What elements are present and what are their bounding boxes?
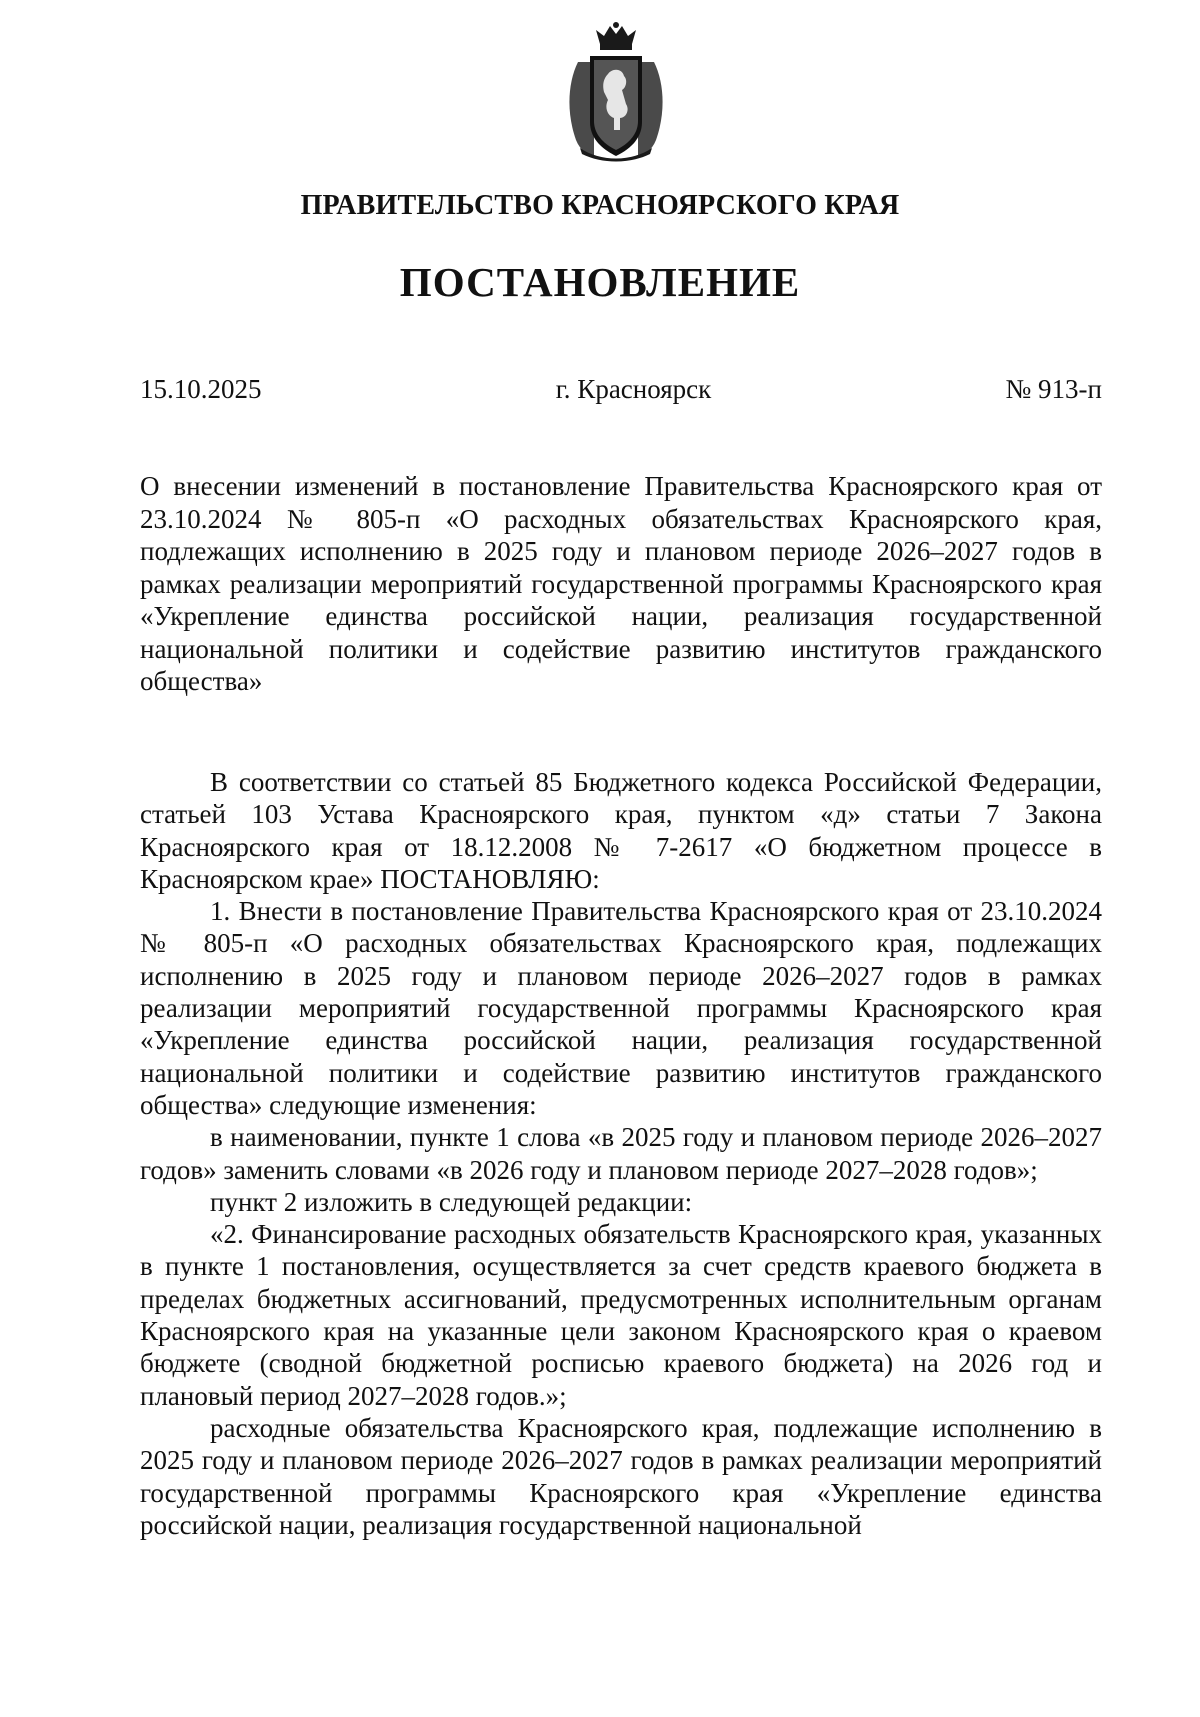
document-number: № 913-п <box>1005 374 1102 404</box>
organization-name: ПРАВИТЕЛЬСТВО КРАСНОЯРСКОГО КРАЯ <box>300 190 900 221</box>
coat-of-arms-icon <box>560 22 672 164</box>
document-meta <box>140 374 1102 405</box>
body-paragraph: «2. Финансирование расходных обязательств Красноярского края, указанных в пункте 1 постановления, осуществляется за счет средств краевого бюджета в пределах бюджетных ассигнований, предусмотренных исполнительным органам Красноярского края на указанные цели законом Красноярского края о краевом бюджете (сводной бюджетной росписью краевого бюджета) на 2026 год и плановый период 2027–2028 годов.»; <box>140 1219 1102 1411</box>
body-paragraph: 1. Внести в постановление Правительства Красноярского края от 23.10.2024 № 805-п «О расходных обязательствах Красноярского края, подлежащих исполнению в 2025 году и плановом периоде 2026–2027 годов в рамках реализации мероприятий государственной программы Красноярского края «Укрепление единства российской нации, реализация государственной национальной политики и содействие развитию институтов гражданского общества» следующие изменения: <box>140 896 1102 1120</box>
document-title: О внесении изменений в постановление Правительства Красноярского края от 23.10.2024 № 805-п «О расходных обязательствах Красноярского края, подлежащих исполнению в 2025 году и плановом периоде 2026–2027 годов в рамках реализации мероприятий государственной программы Красноярского края «Укрепление единства российской нации, реализация государственной национальной политики и содействие развитию институтов гражданского общества» <box>140 471 1102 696</box>
body-paragraph: В соответствии со статьей 85 Бюджетного кодекса Российской Федерации, статьей 103 Устава Красноярского края, пунктом «д» статьи 7 Закона Красноярского края от 18.12.2008 № 7-2617 «О бюджетном процессе в Красноярском крае» ПОСТАНОВЛЯЮ: <box>140 767 1102 894</box>
body-paragraph: пункт 2 изложить в следующей редакции: <box>210 1186 693 1217</box>
document-type: ПОСТАНОВЛЕНИЕ <box>399 259 801 305</box>
document-body <box>140 766 1102 1541</box>
document-date: 15.10.2025 <box>140 374 262 404</box>
document-city: г. Красноярск <box>555 374 712 404</box>
body-paragraph: в наименовании, пункте 1 слова «в 2025 году и плановом периоде 2026–2027 годов» заменить словами «в 2026 году и плановом периоде 2027–2028 годов»; <box>140 1122 1102 1185</box>
body-paragraph: расходные обязательства Красноярского края, подлежащие исполнению в 2025 году и плановом периоде 2026–2027 годов в рамках реализации мероприятий государственной программы Красноярского края «Укрепление единства российской нации, реализация государственной национальной <box>140 1412 1102 1540</box>
